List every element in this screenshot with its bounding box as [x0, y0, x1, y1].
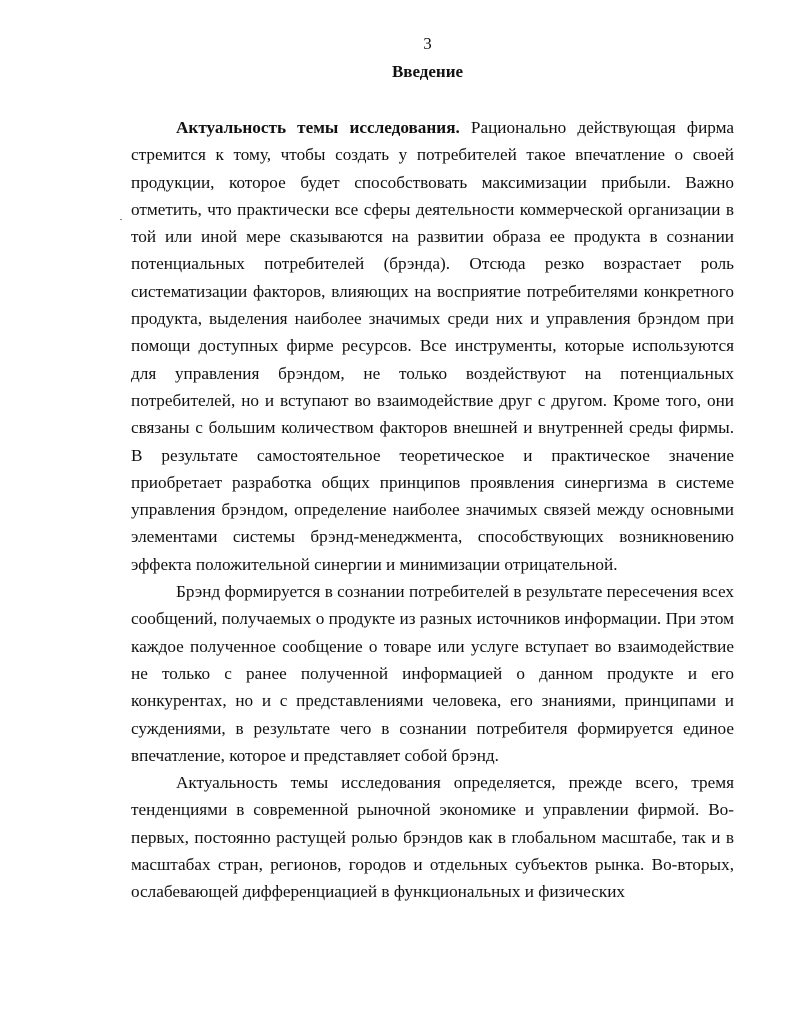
paragraph-brand-formation	[131, 578, 734, 769]
paragraph-trends	[131, 769, 734, 905]
section-heading: Введение	[391, 62, 464, 81]
paragraph-text: Актуальность темы исследования определяется, прежде всего, тремя тенденциями в современной рыночной экономике и управлении фирмой. Во-первых, постоянно растущей ролью брэндов как в глобальном масштабе, так и в масштабах стран, регионов, городов и отдельных субъектов рынка. Во-вторых, ослабевающей дифференциацией в функциональных и физических	[131, 773, 734, 902]
paragraph-text: Брэнд формируется в сознании потребителей в результате пересечения всех сообщений, получаемых о продукте из разных источников информации. При этом каждое полученное сообщение о товаре или услуге вступает во взаимодействие не только с ранее полученной информацией о данном продукте и его конкурентах, но и с представлениями человека, его знаниями, принципами и суждениями, в результате чего в сознании потребителя формируется единое впечатление, которое и представляет собой брэнд.	[131, 582, 734, 765]
page-number: 3	[423, 34, 432, 53]
paragraph-relevance	[131, 114, 734, 578]
paragraph-lead: Актуальность темы исследования.	[176, 118, 460, 137]
paragraph-text: Рационально действующая фирма стремится к тому, чтобы создать у потребителей такое впечатление о своей продукции, которое будет способствовать максимизации прибыли. Важно отметить, что практически все сферы деятельности коммерческой организации в той или иной мере сказываются на развитии образа ее продукта в сознании потенциальных потребителей (брэнда). Отсюда резко возрастает роль систематизации факторов, влияющих на восприятие потребителями конкретного продукта, выделения наиболее значимых среди них и управления брэндом при помощи доступных фирме ресурсов. Все инструменты, которые используются для управления брэндом, не только воздействуют на потенциальных потребителей, но и вступают во взаимодействие друг с другом. Кроме того, они связаны с большим количеством факторов внешней и внутренней среды фирмы. В результате самостоятельное теоретическое и практическое значение приобретает разработка общих принципов проявления синергизма в системе управления брэндом, определение наиболее значимых связей между основными элементами системы брэнд-менеджмента, способствующих возникновению эффекта положительной синергии и минимизации отрицательной.	[131, 118, 734, 574]
scan-mark	[120, 219, 122, 220]
body-text	[131, 114, 734, 906]
